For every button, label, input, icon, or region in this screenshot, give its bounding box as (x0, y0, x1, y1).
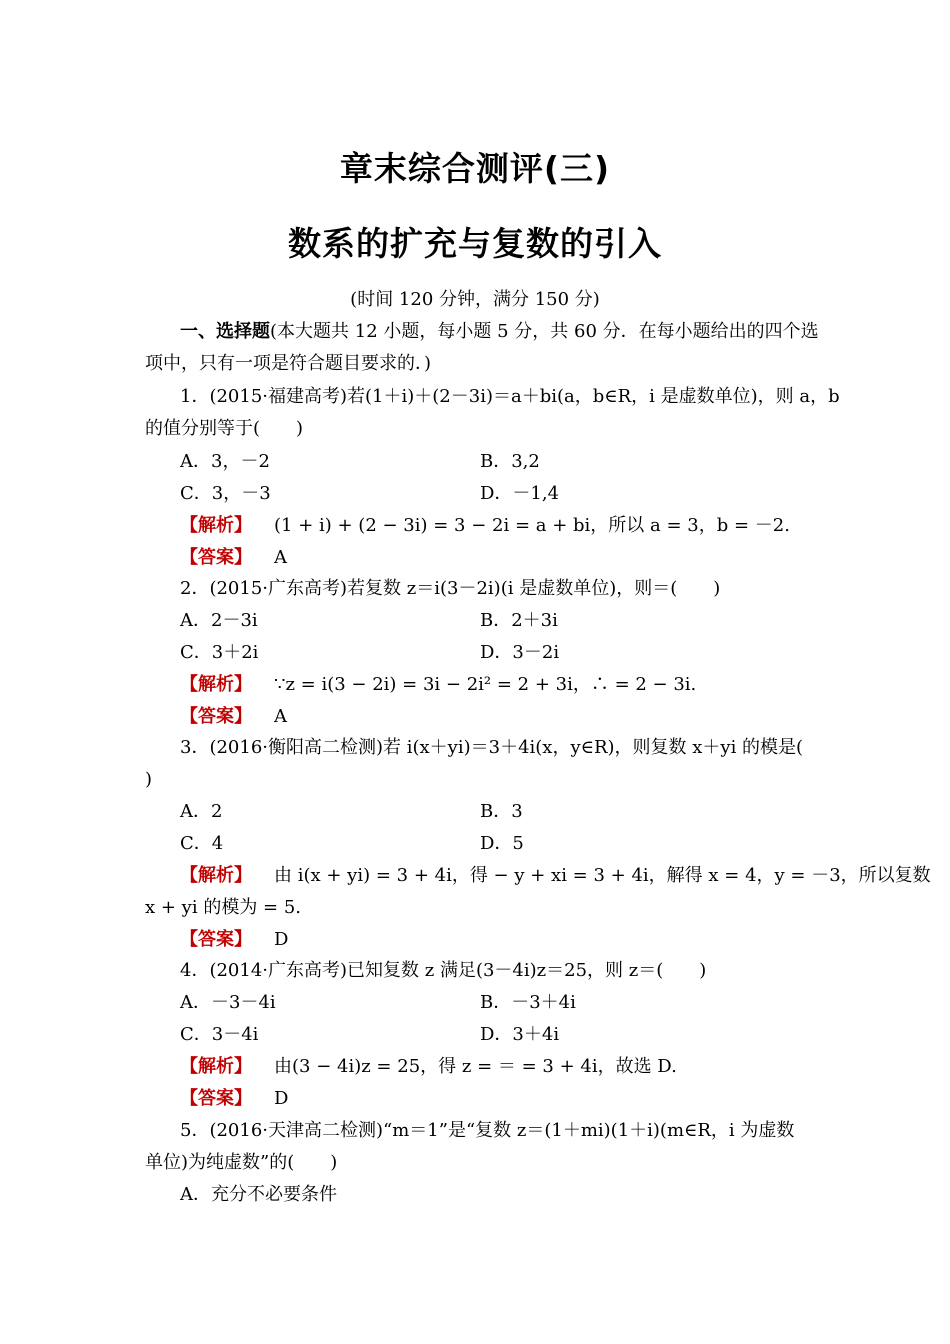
answer-line (180, 706, 287, 728)
time-info: (时间 120 分钟，满分 150 分) (350, 289, 600, 310)
section-desc-2: 项中，只有一项是符合题目要求的．) (145, 353, 432, 374)
question-stem-cont: 单位)为纯虚数”的( ) (145, 1152, 338, 1173)
analysis-tag: 【解析】 (180, 1056, 252, 1077)
option-c: C．4 (180, 833, 224, 854)
analysis-text: (1 + i) + (2 − 3i) = 3 − 2i = a + bi，所以 a = 3，b = －2. (274, 515, 790, 536)
option-b: B．－3＋4i (480, 992, 576, 1013)
question-stem: 2．(2015·广东高考)若复数 z＝i(3－2i)(i 是虚数单位)，则＝( ) (180, 578, 721, 599)
question-stem: 4．(2014·广东高考)已知复数 z 满足(3－4i)z＝25，则 z＝( ) (180, 960, 707, 981)
analysis-text: 由 i(x + yi) = 3 + 4i，得 − y + xi = 3 + 4i，解得 x = 4，y = －3，所以复数 (274, 865, 931, 886)
option-a: A．3，－2 (180, 451, 270, 472)
analysis-tag: 【解析】 (180, 515, 252, 536)
answer-text: D (274, 1088, 289, 1109)
question-stem: 3．(2016·衡阳高二检测)若 i(x＋yi)＝3＋4i(x，y∈R)，则复数 x＋yi 的模是( (180, 737, 804, 758)
question-stem-cont: ) (145, 769, 153, 790)
option-d: D．3＋4i (480, 1024, 560, 1045)
answer-line (180, 547, 287, 569)
answer-text: A (274, 706, 287, 727)
answer-tag: 【答案】 (180, 706, 252, 727)
option-d: D．3－2i (480, 642, 560, 663)
question-stem: 5．(2016·天津高二检测)“m＝1”是“复数 z＝(1＋mi)(1＋i)(m∈R，i 为虚数 (180, 1120, 795, 1141)
option-b: B．3 (480, 801, 523, 822)
answer-tag: 【答案】 (180, 547, 252, 568)
analysis-tag: 【解析】 (180, 674, 252, 695)
option-b: B．2＋3i (480, 610, 558, 631)
answer-text: A (274, 547, 287, 568)
option-c: C．3＋2i (180, 642, 259, 663)
analysis-line (180, 515, 790, 537)
option-c: C．3，－3 (180, 483, 271, 504)
option-a: A．2－3i (180, 610, 258, 631)
analysis-text: 由(3 − 4i)z = 25，得 z = ＝ = 3 + 4i，故选 D. (274, 1056, 677, 1077)
analysis-text: ∵z = i(3 − 2i) = 3i − 2i² = 2 + 3i，∴ = 2 − 3i. (274, 674, 697, 695)
analysis-tag: 【解析】 (180, 865, 252, 886)
section-heading-line (180, 321, 819, 343)
analysis-line (180, 674, 696, 696)
section-heading: 一、选择题 (180, 321, 270, 342)
analysis-text-cont: x + yi 的模为 = 5. (145, 897, 302, 918)
option-a: A．充分不必要条件 (180, 1184, 337, 1205)
option-b: B．3,2 (480, 451, 540, 472)
answer-text: D (274, 929, 289, 950)
option-a: A．－3－4i (180, 992, 276, 1013)
answer-line (180, 1088, 288, 1110)
page-subtitle: 数系的扩充与复数的引入 (288, 224, 662, 263)
question-stem: 1．(2015·福建高考)若(1＋i)＋(2－3i)＝a＋bi(a，b∈R，i 是虚数单位)，则 a，b (180, 386, 840, 407)
option-a: A．2 (180, 801, 223, 822)
page-title: 章末综合测评(三) (339, 149, 611, 188)
answer-line (180, 929, 288, 951)
answer-tag: 【答案】 (180, 929, 252, 950)
option-d: D．－1,4 (480, 483, 560, 504)
analysis-line (180, 865, 931, 887)
question-stem-cont: 的值分别等于( ) (145, 418, 304, 439)
answer-tag: 【答案】 (180, 1088, 252, 1109)
analysis-line (180, 1056, 677, 1078)
option-d: D．5 (480, 833, 524, 854)
option-c: C．3－4i (180, 1024, 259, 1045)
section-desc: (本大题共 12 小题，每小题 5 分，共 60 分．在每小题给出的四个选 (270, 321, 819, 342)
